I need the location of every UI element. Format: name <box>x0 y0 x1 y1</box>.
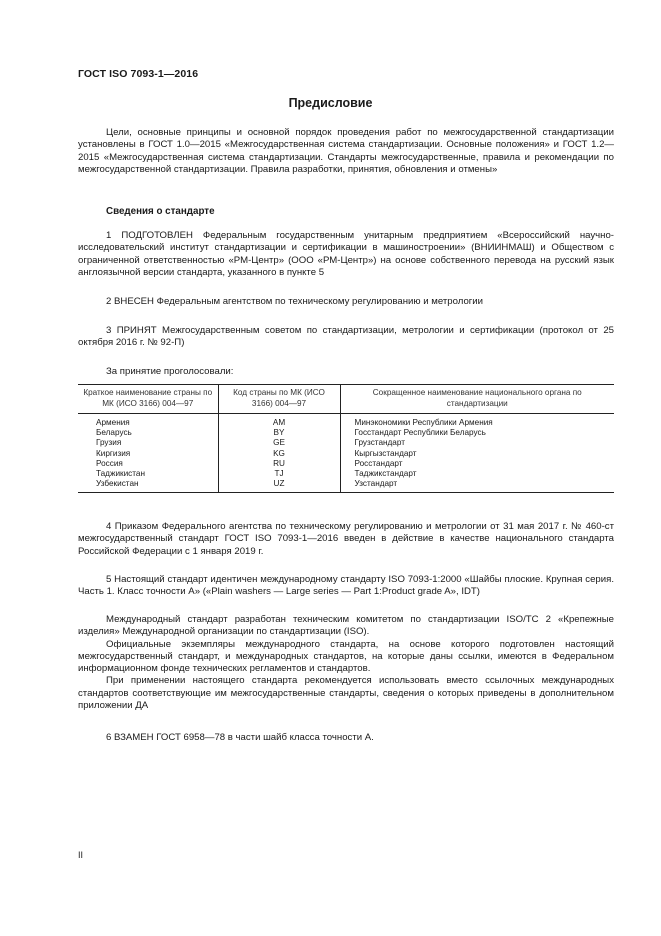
body-cell: Узстандарт <box>340 479 614 493</box>
paragraph-5b: Официальные экземпляры международного стандарта, на основе которого подготовлен настоящий межгосударственный стандарт, и международных стандартов, на которые даны ссылки, имеются в Федеральном информационном фонде технических регламентов и стандартов. <box>78 638 614 675</box>
column-header-body: Сокращенное наименование национального органа по стандартизации <box>340 385 614 414</box>
column-header-code: Код страны по МК (ИСО 3166) 004—97 <box>218 385 340 414</box>
body-cell: Госстандарт Республики Беларусь <box>354 428 486 438</box>
paragraph-6: 6 ВЗАМЕН ГОСТ 6958—78 в части шайб класса точности А. <box>106 732 374 743</box>
code-cell: RU <box>218 459 340 469</box>
paragraph-5: 5 Настоящий стандарт идентичен международному стандарту ISO 7093-1:2000 «Шайбы плоские. Крупная серия. Часть 1. Класс точности А» («Plain washers — Large series — Part 1:Product grade A», IDT) <box>78 574 614 598</box>
paragraph-2: 2 ВНЕСЕН Федеральным агентством по техническому регулированию и метрологии <box>106 296 484 307</box>
country-cell: Таджикистан <box>96 469 145 479</box>
paragraph-4: 4 Приказом Федерального агентства по техническому регулированию и метрологии от 31 мая 2017 г. № 460-ст межгосударственный стандарт ГОСТ ISO 7093-1—2016 введен в действие в качестве национального стандарта Российской Федерации с 1 января 2019 г. <box>78 521 614 557</box>
code-cell: BY <box>218 428 340 438</box>
paragraph-3: 3 ПРИНЯТ Межгосударственным советом по стандартизации, метрологии и сертификации (протокол от 25 октября 2016 г. № 92-П) <box>78 325 614 349</box>
code-cell: UZ <box>218 479 340 493</box>
code-cell: TJ <box>218 469 340 479</box>
intro-block <box>78 127 614 176</box>
paragraph-1-block <box>78 230 614 279</box>
paragraph-2-block <box>78 296 614 308</box>
country-cell: Грузия <box>96 438 122 448</box>
paragraph-6-block <box>78 732 614 744</box>
table-row <box>78 459 614 469</box>
paragraph-5-block <box>78 574 614 599</box>
standard-header: ГОСТ ISO 7093-1—2016 <box>78 68 199 80</box>
country-cell: Киргизия <box>96 448 131 458</box>
country-cell: Россия <box>96 458 123 468</box>
body-cell: Минэкономики Республики Армения <box>354 418 493 427</box>
voting-label: За принятие проголосовали: <box>106 366 234 377</box>
paragraph-5-details <box>78 614 614 712</box>
body-cell: Кыргызстандарт <box>354 448 417 458</box>
page-number: II <box>78 850 84 860</box>
table-row <box>78 414 614 429</box>
body-cell: Грузстандарт <box>354 438 405 448</box>
intro-paragraph: Цели, основные принципы и основной порядок проведения работ по межгосударственной стандартизации установлены в ГОСТ 1.0—2015 «Межгосударственная система стандартизации. Основные положения» и ГОСТ 1.2—2015 «Межгосударственная система стандартизации. Стандарты межгосударственные, правила и рекомендации по межгосударственной стандартизации. Правила разработки, принятия, обновления и отмены» <box>78 127 614 175</box>
voting-table-header <box>78 385 614 414</box>
code-cell: KG <box>218 449 340 459</box>
table-row <box>78 449 614 459</box>
country-cell: Узбекистан <box>78 479 218 493</box>
table-row <box>78 479 614 493</box>
body-cell: Росстандарт <box>354 458 403 468</box>
code-cell: AM <box>218 414 340 429</box>
country-cell: Беларусь <box>96 428 132 438</box>
table-row <box>78 428 614 438</box>
paragraph-1: 1 ПОДГОТОВЛЕН Федеральным государственным унитарным предприятием «Всероссийский научно-исследовательский институт стандартизации и сертификации в машиностроении» (ВНИИНМАШ) и Обществом с ограниченной ответственностью «РМ-Центр» (ООО «РМ-Центр») на основе собственного перевода на русский язык англоязычной версии стандарта, указанного в пункте 5 <box>78 230 614 278</box>
paragraph-4-block <box>78 521 614 558</box>
paragraph-5c: При применении настоящего стандарта рекомендуется использовать вместо ссылочных международных стандартов соответствующие им межгосударственные стандарты, сведения о которых приведены в дополнительном приложении ДА <box>78 675 614 712</box>
table-row <box>78 469 614 479</box>
code-cell: GE <box>218 438 340 448</box>
page-title: Предисловие <box>288 96 373 110</box>
paragraph-3-block <box>78 325 614 350</box>
column-header-country: Краткое наименование страны по МК (ИСО 3166) 004—97 <box>78 385 218 414</box>
paragraph-5a: Международный стандарт разработан техническим комитетом по стандартизации ISO/TC 2 «Крепежные изделия» Международной организации по стандартизации (ISO). <box>78 614 614 638</box>
section-title: Сведения о стандарте <box>106 206 215 217</box>
table-row <box>78 438 614 448</box>
voting-table <box>78 384 614 493</box>
body-cell: Таджикстандарт <box>354 469 417 479</box>
country-cell: Армения <box>96 418 130 427</box>
